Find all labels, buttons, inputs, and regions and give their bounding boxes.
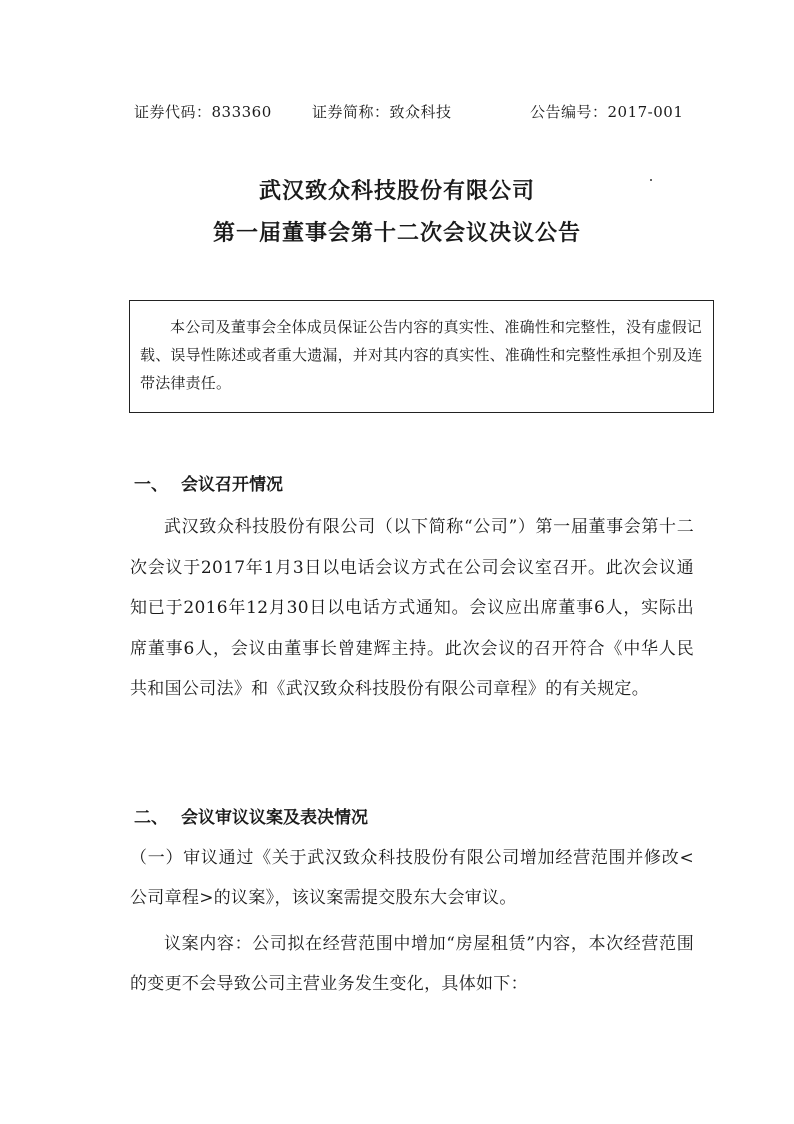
section-2-subitem: （一）审议通过《关于武汉致众科技股份有限公司增加经营范围并修改<公司章程>的议案》，该议案需提交股东大会审议。 xyxy=(130,848,694,908)
section-2-paragraph: 议案内容：公司拟在经营范围中增加“房屋租赁”内容，本次经营范围的变更不会导致公司主营业务发生变化，具体如下： xyxy=(130,934,694,994)
company-title: 武汉致众科技股份有限公司 xyxy=(258,179,535,204)
announcement-number: 公告编号：2017-001 xyxy=(530,103,684,121)
section-1-paragraph: 武汉致众科技股份有限公司（以下简称“公司”）第一届董事会第十二次会议于2017年1月3日以电话会议方式在公司会议室召开。此次会议通知已于2016年12月30日以电话方式通知。会议应出席董事6人，实际出席董事6人，会议由董事长曾建辉主持。此次会议的召开符合《中华人民共和国公司法》和《武汉致众科技股份有限公司章程》的有关规定。 xyxy=(130,517,694,699)
header-row xyxy=(134,101,684,123)
security-abbreviation: 证券简称：致众科技 xyxy=(312,103,452,121)
security-code: 证券代码：833360 xyxy=(134,103,272,121)
section-1-heading xyxy=(134,470,283,495)
section-2-heading xyxy=(134,803,368,828)
section-2-number: 二、 xyxy=(134,808,168,828)
section-1-number: 一、 xyxy=(134,475,168,495)
announcement-title: 第一届董事会第十二次会议决议公告 xyxy=(212,221,581,246)
disclaimer-text: 本公司及董事会全体成员保证公告内容的真实性、准确性和完整性，没有虚假记载、误导性陈述或者重大遗漏，并对其内容的真实性、准确性和完整性承担个别及连带法律责任。 xyxy=(140,318,703,392)
section-1-title: 会议召开情况 xyxy=(181,475,283,495)
section-2-title: 会议审议议案及表决情况 xyxy=(181,808,368,828)
disclaimer-box xyxy=(129,300,714,413)
